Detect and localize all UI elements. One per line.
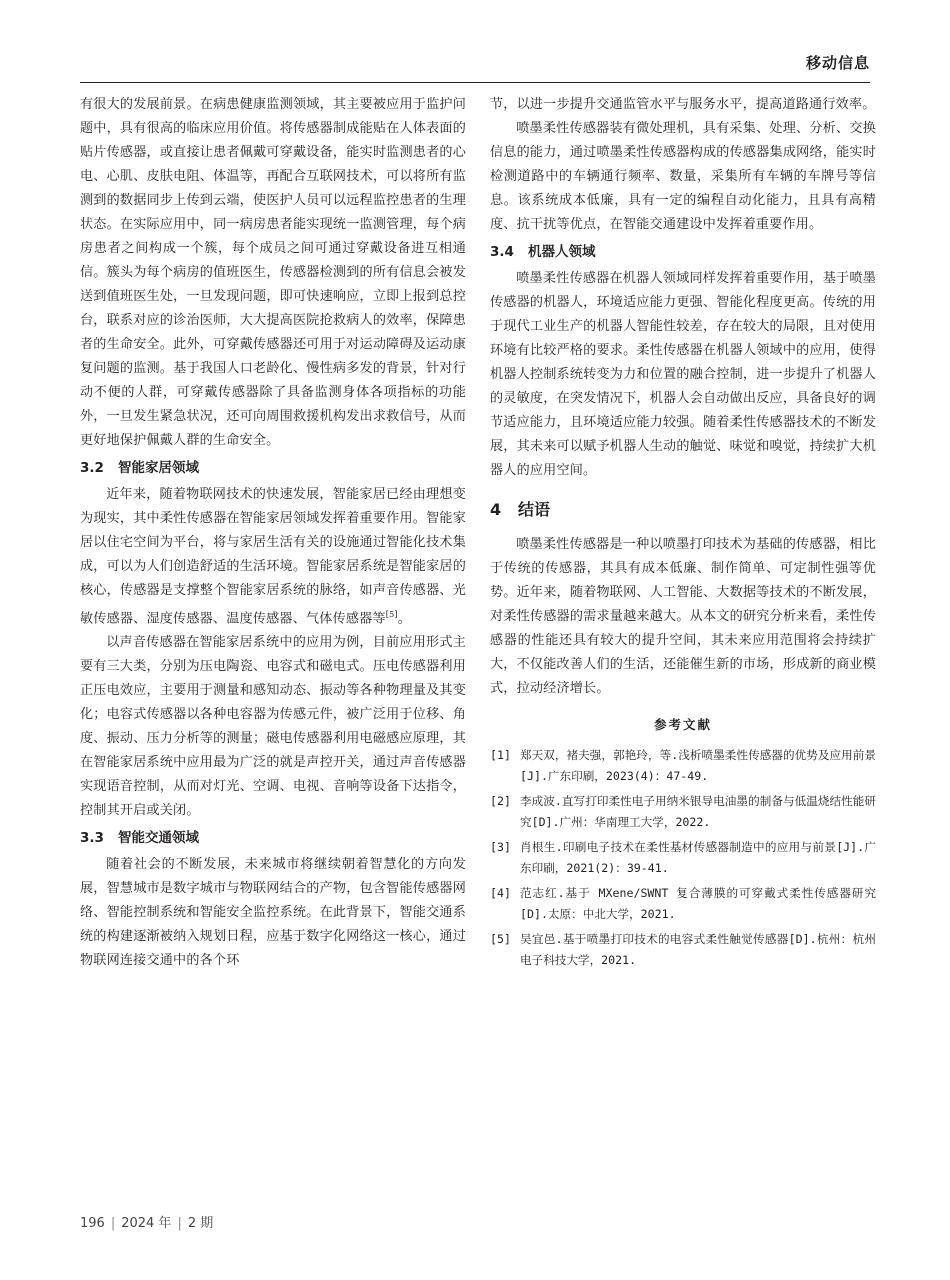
left-paragraph-1: 有很大的发展前景。在病患健康监测领域，其主要被应用于监护问题中，具有很高的临床应用价值。将传感器制成能贴在人体表面的贴片传感器，或直接让患者佩戴可穿戴设备，能实时监测患者的心电、心肌、皮肤电阻、体温等，再配合互联网技术，可以将所有监测到的数据同步上传到云端，使医护人员可以远程监控患者的生理状态。在实际应用中，同一病房患者能实现统一监测管理，每个病房患者之间构成一个簇，每个成员之间可通过穿戴设备进互相通信。簇头为每个病房的值班医生，传感器检测到的所有信息会被发送到值班医生处，一旦发现问题，即可快速响应，立即上报到总控台，联系对应的诊治医师，大大提高医院抢救病人的效率，保障患者的生命安全。此外，可穿戴传感器还可用于对运动障碍及运动康复问题的监测。基于我国人口老龄化、慢性病多发的背景，针对行动不便的人群，可穿戴传感器除了具备监测身体各项指标的功能外，一旦发生紧急状况，还可向周围救援机构发出求救信号，从而更好地保护佩戴人群的生命安全。 <box>80 97 466 448</box>
page-number: 196 <box>80 1216 105 1231</box>
citation-ref[interactable]: [5] <box>385 610 398 619</box>
reference-item <box>490 745 876 787</box>
section-number: 3.4 <box>490 244 514 260</box>
section-number: 4 <box>490 500 502 519</box>
paragraph-end: 。 <box>397 611 411 627</box>
separator: | <box>177 1216 182 1231</box>
reference-item <box>490 929 876 971</box>
section-3-4-heading <box>490 241 876 263</box>
paragraph-text: 近年来，随着物联网技术的快速发展，智能家居已经由理想变为现实，其中柔性传感器在智能家居领域发挥着重要作用。智能家居以住宅空间为平台，将与家居生活有关的设施通过智能化技术集成，可以为人们创造舒适的生活环境。智能家居系统是智能家居的核心，传感器是支撑整个智能家居系统的脉络，如声音传感器、光敏传感器、湿度传感器、温度传感器、气体传感器等 <box>80 487 466 627</box>
issue-year: 2024 年 <box>121 1216 172 1231</box>
left-paragraph-3: 以声音传感器在智能家居系统中的应用为例，目前应用形式主要有三大类，分别为压电陶瓷、电容式和磁电式。压电传感器利用正压电效应，主要用于测量和感知动态、振动等各种物理量及其变化；电容式传感器以各种电容器为传感元件，被广泛用于位移、角度、振动、压力分析等的测量；磁电传感器利用电磁感应原理，其在智能家居系统中应用最为广泛的就是声控开关，通过声音传感器实现语音控制，从而对灯光、空调、电视、音响等设备下达指令，控制其开启或关闭。 <box>80 635 466 819</box>
reference-number: [3] <box>490 840 511 854</box>
right-paragraph-1: 节，以进一步提升交通监管水平与服务水平，提高道路通行效率。 <box>490 97 876 112</box>
left-column <box>80 93 466 973</box>
reference-number: [4] <box>490 886 511 900</box>
section-number: 3.2 <box>80 460 104 476</box>
reference-text: 李成波.直写打印柔性电子用纳米银导电油墨的制备与低温烧结性能研究[D].广州：华南理工大学，2022. <box>520 794 876 829</box>
section-title: 机器人领域 <box>528 244 596 260</box>
page-footer <box>80 1212 213 1231</box>
section-3-2-heading <box>80 457 466 479</box>
header-rule <box>80 82 870 83</box>
separator: | <box>110 1216 116 1231</box>
section-4-heading <box>490 497 876 523</box>
reference-number: [2] <box>490 794 511 808</box>
right-paragraph-3: 喷墨柔性传感器在机器人领域同样发挥着重要作用，基于喷墨传感器的机器人，环境适应能力更强、智能化程度更高。传统的用于现代工业生产的机器人智能性较差，存在较大的局限，且对使用环境有比较严格的要求。柔性传感器在机器人领域中的应用，使得机器人控制系统转变为力和位置的融合控制，进一步提升了机器人的灵敏度，在突发情况下，机器人会自动做出反应，具备良好的调节适应能力，且环境适应能力较强。随着柔性传感器技术的不断发展，其未来可以赋予机器人生动的触觉、味觉和嗅觉，持续扩大机器人的应用空间。 <box>490 271 876 478</box>
reference-text: 范志红.基于 MXene/SWNT 复合薄膜的可穿戴式柔性传感器研究[D].太原：中北大学，2021. <box>520 886 876 921</box>
reference-item <box>490 837 876 879</box>
reference-text: 吴宜邑.基于喷墨打印技术的电容式柔性触觉传感器[D].杭州：杭州电子科技大学，2021. <box>520 932 876 967</box>
right-paragraph-4: 喷墨柔性传感器是一种以喷墨打印技术为基础的传感器，相比于传统的传感器，其具有成本低廉、制作简单、可定制性强等优势。近年来，随着物联网、人工智能、大数据等技术的不断发展，对柔性传感器的需求量越来越大。从本文的研究分析来看，柔性传感器的性能还具有较大的提升空间，其未来应用范围将会持续扩大，不仅能改善人们的生活，还能催生新的市场，形成新的商业模式，拉动经济增长。 <box>490 537 876 696</box>
left-paragraph-4: 随着社会的不断发展，未来城市将继续朝着智慧化的方向发展，智慧城市是数字城市与物联网结合的产物，包含智能传感器网络、智能控制系统和智能安全监控系统。在此背景下，智能交通系统的构建逐渐被纳入规划日程，应基于数字化网络这一核心，通过物联网连接交通中的各个环 <box>80 857 466 969</box>
right-column <box>490 93 876 975</box>
section-number: 3.3 <box>80 830 104 847</box>
journal-title: 移动信息 <box>805 54 870 72</box>
reference-number: [1] <box>490 748 511 762</box>
issue-number: 2 期 <box>187 1216 214 1231</box>
right-paragraph-2: 喷墨柔性传感器装有微处理机，具有采集、处理、分析、交换信息的能力，通过喷墨柔性传感器构成的传感器集成网络，能实时检测道路中的车辆通行频率、数量，采集所有车辆的车牌号等信息。该系统成本低廉，具有一定的编程自动化能力，且具有高精度、抗干扰等优点，在智能交通建设中发挥着重要作用。 <box>490 121 876 232</box>
section-title: 结语 <box>518 500 551 519</box>
references-list <box>490 745 876 971</box>
left-paragraph-2 <box>80 483 466 631</box>
section-3-3-heading <box>80 827 466 849</box>
reference-item <box>490 791 876 833</box>
section-title: 智能家居领域 <box>118 460 199 476</box>
section-title: 智能交通领域 <box>118 830 199 847</box>
reference-text: 肖根生.印刷电子技术在柔性基材传感器制造中的应用与前景[J].广东印刷，2021(2)：39-41. <box>520 840 876 875</box>
reference-number: [5] <box>490 932 511 946</box>
reference-item <box>490 883 876 925</box>
references-title: 参考文献 <box>653 717 712 732</box>
reference-text: 郑天双，褚夫强，郭艳玲，等.浅析喷墨柔性传感器的优势及应用前景[J].广东印刷，2023(4)：47-49. <box>520 748 876 783</box>
